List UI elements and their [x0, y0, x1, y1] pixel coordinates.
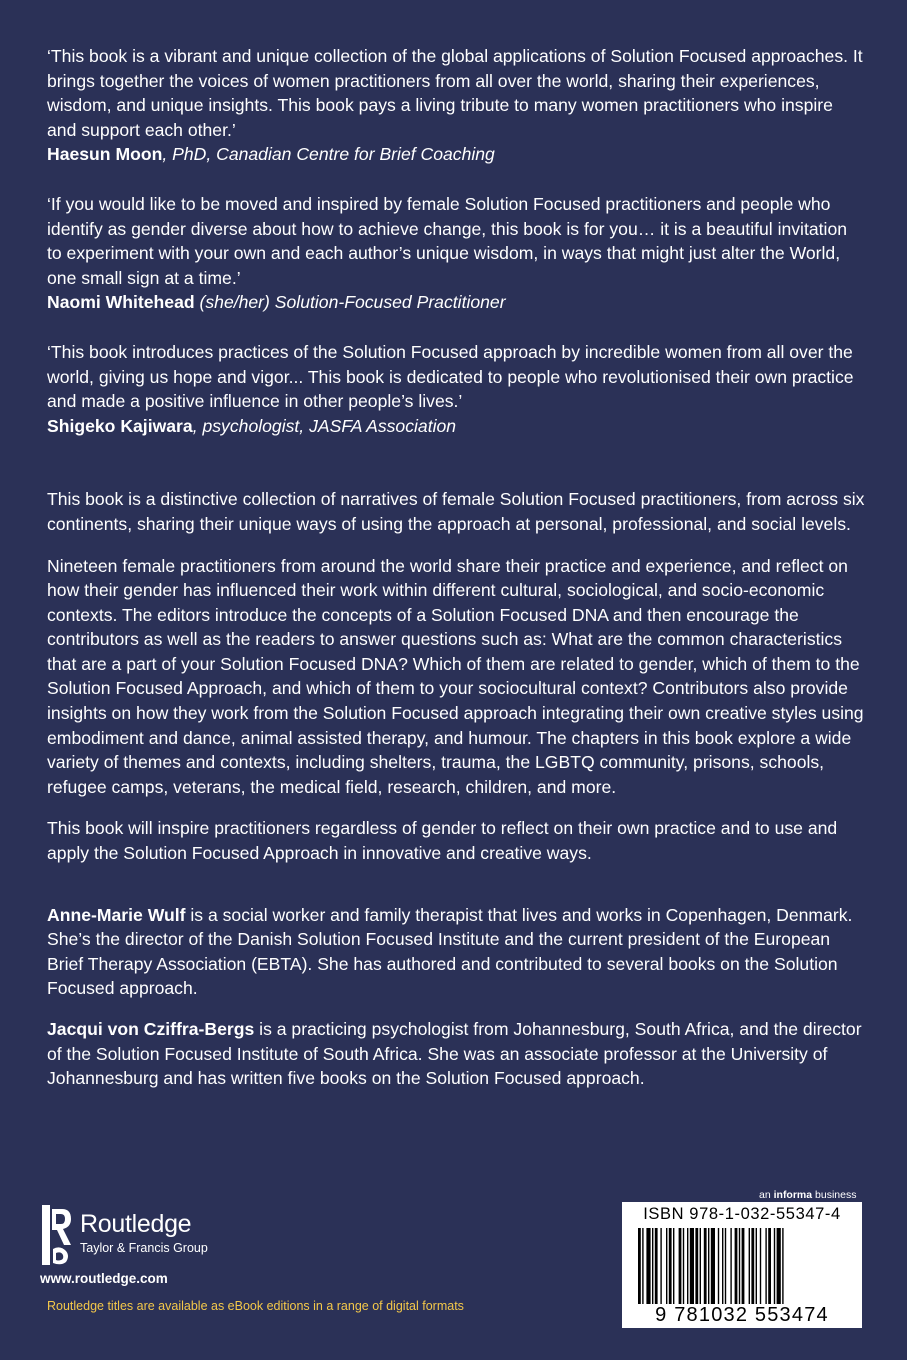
barcode-bar	[742, 1228, 745, 1304]
author-name: Jacqui von Cziffra-Bergs	[47, 1019, 255, 1039]
barcode-bar	[768, 1228, 771, 1304]
barcode-bar	[700, 1228, 701, 1304]
barcode-bar	[718, 1228, 719, 1304]
quote-affiliation: (she/her) Solution-Focused Practitioner	[194, 292, 506, 313]
description-paragraph: This book will inspire practitioners regardless of gender to reflect on their own practice and to use and apply the Solution Focused Approach in innovative and creative ways.	[47, 818, 838, 864]
barcode-bar	[725, 1228, 726, 1304]
barcode-bar	[777, 1228, 781, 1304]
barcode-bar	[652, 1228, 653, 1304]
barcode-bar	[722, 1228, 723, 1304]
quote-affiliation: , psychologist, JASFA Association	[192, 415, 457, 436]
barcode-bar	[669, 1228, 672, 1304]
endorsement-quote	[47, 44, 865, 167]
barcode-bar	[683, 1228, 684, 1304]
quote-text: ‘If you would like to be moved and inspired by female Solution Focused practitioners and people who identify as gender diverse about how to achieve change, this book is for you… it is a beautiful invitation to experiment with your own and each author’s unique wisdom, in ways that might just alter the World, one small sign at a time.’	[47, 193, 848, 288]
informa-suffix: business	[812, 1189, 857, 1201]
barcode-bar	[711, 1228, 715, 1304]
barcode-bar	[655, 1228, 658, 1304]
author-bio-text: is a practicing psychologist from Johannesburg, South Africa, and the director of the Solution Focused Institute of South Africa. She was an associate professor at the University of Johannesburg and has written five books on the Solution Focused approach.	[47, 1019, 862, 1089]
barcode-bar	[673, 1228, 674, 1304]
barcode-bar	[751, 1228, 754, 1304]
publisher-logo	[40, 1205, 300, 1265]
publisher-website[interactable]: www.routledge.com	[40, 1271, 168, 1286]
isbn-label: ISBN 978-1-032-55347-4	[643, 1205, 841, 1223]
isbn-barcode	[622, 1202, 862, 1328]
barcode-bar	[660, 1228, 661, 1304]
description-paragraph: This book is a distinctive collection of narratives of female Solution Focused practitioners, from across six continents, sharing their unique ways of using the approach at personal, professional, and social levels.	[47, 489, 865, 534]
barcode-bar	[735, 1228, 738, 1304]
barcode-digits: 9 781032 553474	[655, 1304, 829, 1326]
quote-author: Shigeko Kajiwara	[47, 415, 193, 436]
informa-tagline	[759, 1189, 856, 1201]
barcode-bar	[690, 1228, 694, 1304]
barcode-bar	[687, 1228, 688, 1304]
barcode-bar	[756, 1228, 757, 1304]
barcode-bar	[695, 1228, 698, 1304]
barcode-bar	[749, 1228, 750, 1304]
quote-attribution	[47, 142, 865, 167]
barcode-bar	[642, 1228, 643, 1304]
author-bio	[47, 903, 865, 1001]
ebook-note: Routledge titles are available as eBook editions in a range of digital formats	[47, 1299, 464, 1313]
quote-attribution	[47, 290, 865, 315]
barcode-bar	[774, 1228, 775, 1304]
publisher-name: Routledge	[80, 1210, 192, 1238]
barcode-bar	[765, 1228, 766, 1304]
barcode-bar	[708, 1228, 709, 1304]
informa-brand: informa	[773, 1189, 813, 1201]
author-bio-text: is a social worker and family therapist that lives and works in Copenhagen, Denmark. She’s the director of the Danish Solution Focused Institute and the current president of the European Brief Therapy Association (EBTA). She has authored and contributed to several books on the Solution Focused approach.	[47, 904, 853, 999]
barcode-bar	[666, 1228, 667, 1304]
quote-author: Haesun Moon	[47, 144, 163, 165]
quote-attribution	[47, 414, 865, 439]
barcode-bar	[638, 1228, 641, 1304]
informa-prefix: an	[759, 1189, 774, 1201]
publisher-block	[40, 1205, 300, 1286]
author-name: Anne-Marie Wulf	[47, 904, 186, 925]
barcode-bar	[730, 1228, 731, 1304]
quote-affiliation: , PhD, Canadian Centre for Brief Coaching	[162, 144, 495, 165]
publisher-group: Taylor & Francis Group	[80, 1241, 208, 1255]
barcode-bars	[636, 1228, 848, 1304]
quote-author: Naomi Whitehead	[47, 292, 195, 313]
barcode-bar	[760, 1228, 761, 1304]
author-bio	[47, 1017, 865, 1091]
barcode-bar	[704, 1228, 707, 1304]
description-paragraph: Nineteen female practitioners from around the world share their practice and experience, and reflect on how their gender has influenced their work within different cultural, sociological, and socio-economic contexts. The editors introduce the concepts of a Solution Focused DNA and then encourage the contributors as well as the readers to answer questions such as: What are the common characteristics that are a part of your Solution Focused DNA? Which of them are related to gender, which of them to the Solution Focused Approach, and which of them to your sociocultural context? Contributors also provide insights on how they work from the Solution Focused approach integrating their own creative styles using embodiment and dance, animal assisted therapy, and humour. The chapters in this book explore a wide variety of themes and contexts, including shelters, trauma, the LGBTQ community, prisons, schools, refugee camps, veterans, the medical field, research, children, and more.	[47, 555, 864, 797]
quote-text: ‘This book is a vibrant and unique collection of the global applications of Solution Focused approaches. It brings together the voices of women practitioners from all over the world, sharing their experiences, wisdom, and unique insights. This book pays a living tribute to many women practitioners who inspire and support each other.’	[47, 46, 863, 140]
barcode-bar	[782, 1228, 783, 1304]
barcode-bar	[679, 1228, 682, 1304]
quote-text: ‘This book introduces practices of the Solution Focused approach by incredible women from all over the world, giving us hope and vigor... This book is dedicated to people who revolutionised their own practice and made a positive influence in other people’s lives.’	[47, 341, 854, 412]
barcode-bar	[646, 1228, 650, 1304]
endorsement-quote	[47, 340, 865, 438]
back-cover-text	[47, 44, 865, 1107]
routledge-logo-icon	[40, 1205, 74, 1265]
barcode-bar	[739, 1228, 740, 1304]
endorsement-quote	[47, 192, 865, 315]
